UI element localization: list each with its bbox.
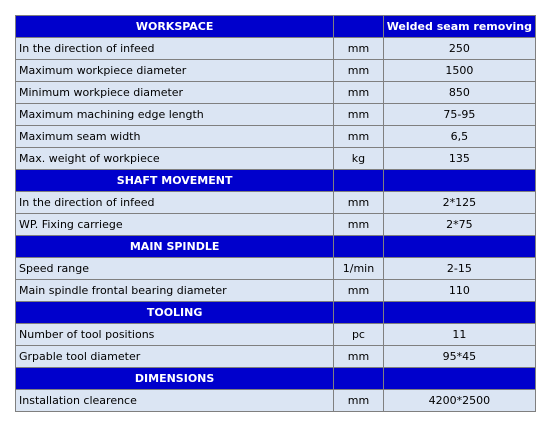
row-unit: mm: [334, 38, 383, 60]
row-unit: mm: [334, 390, 383, 412]
table-row: [16, 390, 536, 412]
row-value: 1500: [383, 60, 535, 82]
section-unit-blank: [334, 16, 383, 38]
table-row: [16, 280, 536, 302]
table-row: [16, 258, 536, 280]
row-unit: 1/min: [334, 258, 383, 280]
row-unit: mm: [334, 60, 383, 82]
row-unit: mm: [334, 214, 383, 236]
row-value: 4200*2500: [383, 390, 535, 412]
section-unit-blank: [334, 302, 383, 324]
section-header-shaft-movement: [16, 170, 536, 192]
row-unit: mm: [334, 82, 383, 104]
row-value: 6,5: [383, 126, 535, 148]
row-label: Speed range: [16, 258, 334, 280]
row-value: 850: [383, 82, 535, 104]
row-unit: mm: [334, 346, 383, 368]
section-value-blank: [383, 170, 535, 192]
row-value: 2*75: [383, 214, 535, 236]
row-label: Max. weight of workpiece: [16, 148, 334, 170]
section-title-dimensions: DIMENSIONS: [16, 368, 334, 390]
column-header-welded-seam-removing: Welded seam removing: [383, 16, 535, 38]
row-label: WP. Fixing carriege: [16, 214, 334, 236]
row-label: Maximum workpiece diameter: [16, 60, 334, 82]
section-unit-blank: [334, 368, 383, 390]
section-unit-blank: [334, 170, 383, 192]
row-value: 110: [383, 280, 535, 302]
table-row: [16, 214, 536, 236]
row-unit: mm: [334, 104, 383, 126]
row-value: 135: [383, 148, 535, 170]
table-row: [16, 346, 536, 368]
section-value-blank: [383, 368, 535, 390]
row-unit: pc: [334, 324, 383, 346]
row-value: 75-95: [383, 104, 535, 126]
table-row: [16, 104, 536, 126]
section-header-main-spindle: [16, 236, 536, 258]
row-label: In the direction of infeed: [16, 192, 334, 214]
table-row: [16, 38, 536, 60]
row-label: In the direction of infeed: [16, 38, 334, 60]
row-value: 2-15: [383, 258, 535, 280]
row-unit: kg: [334, 148, 383, 170]
row-unit: mm: [334, 280, 383, 302]
table-row: [16, 82, 536, 104]
row-unit: mm: [334, 126, 383, 148]
table-row: [16, 324, 536, 346]
section-title-workspace: WORKSPACE: [16, 16, 334, 38]
section-value-blank: [383, 236, 535, 258]
table-row: [16, 192, 536, 214]
table-row: [16, 126, 536, 148]
section-header-tooling: [16, 302, 536, 324]
row-value: 11: [383, 324, 535, 346]
section-header-workspace: [16, 16, 536, 38]
section-title-main-spindle: MAIN SPINDLE: [16, 236, 334, 258]
row-label: Maximum seam width: [16, 126, 334, 148]
specification-table: [15, 15, 536, 412]
row-value: 250: [383, 38, 535, 60]
table-row: [16, 60, 536, 82]
row-label: Minimum workpiece diameter: [16, 82, 334, 104]
table-row: [16, 148, 536, 170]
row-label: Number of tool positions: [16, 324, 334, 346]
row-label: Grpable tool diameter: [16, 346, 334, 368]
row-label: Main spindle frontal bearing diameter: [16, 280, 334, 302]
row-unit: mm: [334, 192, 383, 214]
section-value-blank: [383, 302, 535, 324]
row-value: 2*125: [383, 192, 535, 214]
section-title-shaft-movement: SHAFT MOVEMENT: [16, 170, 334, 192]
row-value: 95*45: [383, 346, 535, 368]
section-title-tooling: TOOLING: [16, 302, 334, 324]
row-label: Installation clearence: [16, 390, 334, 412]
row-label: Maximum machining edge length: [16, 104, 334, 126]
section-unit-blank: [334, 236, 383, 258]
section-header-dimensions: [16, 368, 536, 390]
